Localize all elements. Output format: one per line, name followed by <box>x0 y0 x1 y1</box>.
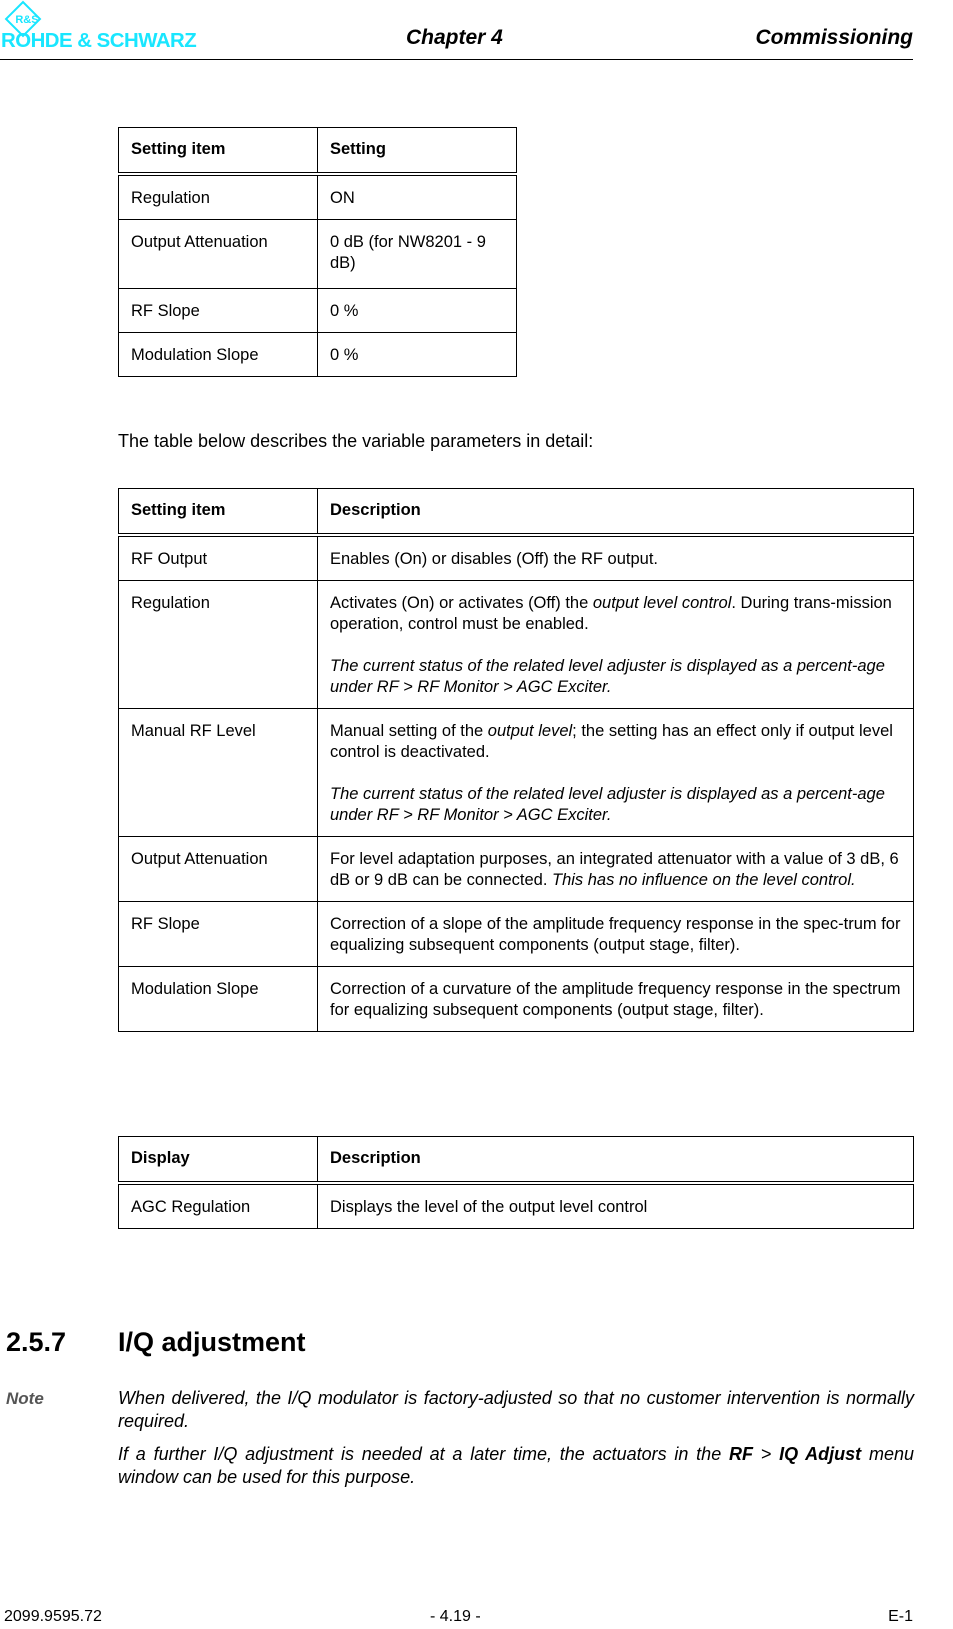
logo-emblem-icon: R&S <box>5 1 42 38</box>
table-row <box>119 1183 914 1229</box>
cell <box>318 837 914 902</box>
table-row <box>119 837 914 902</box>
cell: Output Attenuation <box>119 220 318 289</box>
display-description-table <box>118 1136 914 1229</box>
text: This has no influence on the level control. <box>552 871 856 889</box>
cell: Enables (On) or disables (Off) the RF output. <box>318 535 914 581</box>
text: menu window can be used for this purpose. <box>118 1444 914 1487</box>
text: Manual setting of the <box>330 722 488 740</box>
cell: AGC Regulation <box>119 1183 318 1229</box>
cell: Modulation Slope <box>119 967 318 1032</box>
text: > <box>752 1444 780 1464</box>
intro-text: The table below describes the variable parameters in detail: <box>118 431 594 451</box>
cell: Regulation <box>119 581 318 709</box>
table-row <box>119 902 914 967</box>
cell: ON <box>318 174 517 220</box>
table-row <box>119 581 914 709</box>
section-title: I/Q adjustment <box>118 1327 306 1357</box>
text: Activates (On) or activates (Off) the <box>330 594 593 612</box>
cell: RF Slope <box>119 289 318 333</box>
doc-number: 2099.9595.72 <box>4 1608 102 1625</box>
parameter-description-table <box>118 488 914 1032</box>
text: If a further I/Q adjustment is needed at a later time, the actuators in the <box>118 1444 729 1464</box>
chapter-label: Chapter 4 <box>406 26 503 49</box>
text: The current status of the related level adjuster is displayed as a percent-age under RF > RF Monitor > AGC Exciter. <box>330 785 885 824</box>
column-header: Setting <box>318 128 517 175</box>
text: output level <box>487 722 573 740</box>
cell <box>318 709 914 837</box>
menu-path: IQ Adjust <box>779 1444 862 1464</box>
chapter-title: Commissioning <box>755 26 913 49</box>
table-row <box>119 174 517 220</box>
note-text <box>118 1387 914 1499</box>
header-rule <box>0 59 913 60</box>
cell: Regulation <box>119 174 318 220</box>
column-header: Description <box>318 489 914 536</box>
text: output level control <box>592 594 732 612</box>
cell: Displays the level of the output level control <box>318 1183 914 1229</box>
cell <box>318 581 914 709</box>
table-row <box>119 333 517 377</box>
cell: Correction of a slope of the amplitude frequency response in the spec-trum for equalizing subsequent components (output stage, filter). <box>318 902 914 967</box>
text: The current status of the related level adjuster is displayed as a percent-age under RF > RF Monitor > AGC Exciter. <box>330 657 885 696</box>
text: ; the setting has an effect only if output level control is deactivated. <box>330 722 893 761</box>
cell: Output Attenuation <box>119 837 318 902</box>
cell: Manual RF Level <box>119 709 318 837</box>
default-settings-table <box>118 127 517 377</box>
text: For level adaptation purposes, an integrated attenuator with a value of 3 dB, 6 dB or 9 dB can be connected. <box>330 850 899 889</box>
cell: 0 % <box>318 289 517 333</box>
page-number: - 4.19 - <box>430 1608 481 1625</box>
table-row <box>119 709 914 837</box>
note-label: Note <box>6 1389 44 1408</box>
note-paragraph <box>118 1443 914 1489</box>
column-header: Setting item <box>119 128 318 175</box>
column-header: Display <box>119 1137 318 1184</box>
logo-text: ROHDE & SCHWARZ <box>1 30 197 52</box>
table-row <box>119 967 914 1032</box>
column-header: Description <box>318 1137 914 1184</box>
edition: E-1 <box>888 1608 913 1625</box>
note-paragraph: When delivered, the I/Q modulator is factory-adjusted so that no customer intervention is normally required. <box>118 1388 914 1431</box>
table-row <box>119 535 914 581</box>
rohde-schwarz-logo <box>0 2 220 50</box>
cell: Modulation Slope <box>119 333 318 377</box>
menu-path: RF <box>728 1444 753 1464</box>
cell: Correction of a curvature of the amplitude frequency response in the spectrum for equalizing subsequent components (output stage, filter). <box>318 967 914 1032</box>
cell: RF Output <box>119 535 318 581</box>
table-row <box>119 289 517 333</box>
text: . During trans-mission operation, control must be enabled. <box>330 594 892 633</box>
table-row <box>119 220 517 289</box>
cell: RF Slope <box>119 902 318 967</box>
section-number: 2.5.7 <box>6 1327 67 1357</box>
cell: 0 dB (for NW8201 - 9 dB) <box>318 220 517 289</box>
cell: 0 % <box>318 333 517 377</box>
column-header: Setting item <box>119 489 318 536</box>
